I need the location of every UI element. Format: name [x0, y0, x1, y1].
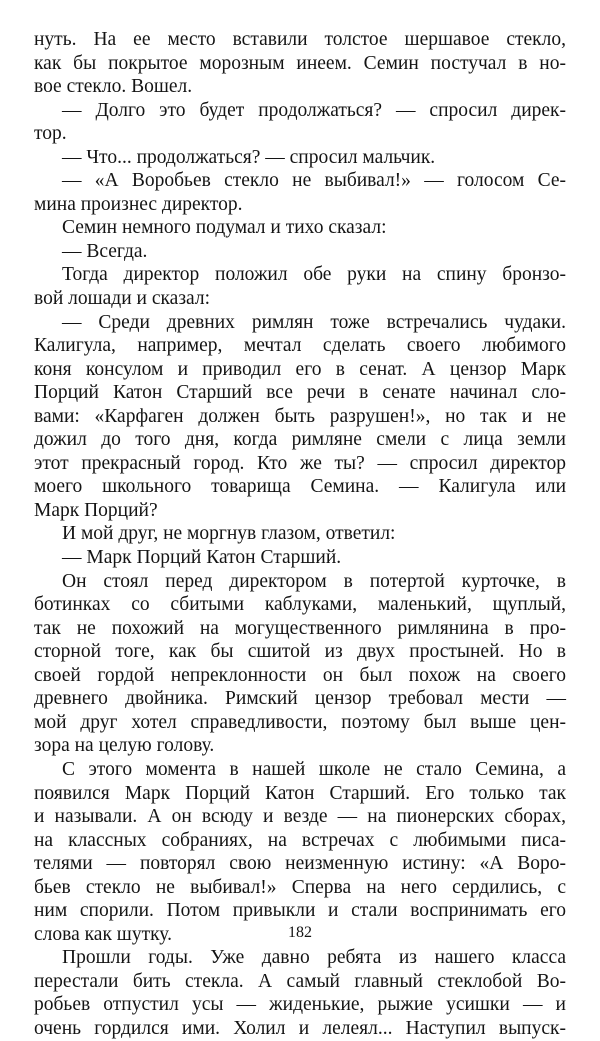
text-line: перестали бить стекла. А самый главный стеклобой Во-	[34, 970, 566, 992]
page-number: 182	[288, 924, 312, 941]
text-line: слова как шутку.	[34, 923, 172, 945]
text-line: — Всегда.	[62, 240, 148, 262]
body-text	[34, 28, 566, 1041]
text-line: телями — повторял свою неизменную истину: «А Воро-	[34, 853, 566, 875]
text-line: очень гордился ими. Холил и лелеял... Наступил выпуск-	[34, 1017, 566, 1039]
text-line: на классных собраниях, на встречах с любимыми писа-	[34, 829, 566, 851]
text-line: сторной тоге, как бы сшитой из двух простыней. Но в	[34, 641, 566, 663]
text-line: нуть. На ее место вставили толстое шершавое стекло,	[34, 29, 566, 50]
text-line: — Среди древних римлян тоже встречались чудаки.	[62, 311, 566, 333]
text-line: вами: «Карфаген должен быть разрушен!», но так и не	[34, 405, 566, 427]
text-line: появился Марк Порций Катон Старший. Его только так	[34, 782, 566, 804]
text-line: своей гордой непреклонности он был похож на своего	[34, 664, 566, 686]
text-line: робьев отпустил усы — жиденькие, рыжие усишки — и	[34, 994, 566, 1016]
text-line: древнего двойника. Римский цензор требовал мести —	[34, 688, 566, 710]
text-line: Порций Катон Старший все речи в сенате начинал сло-	[34, 382, 566, 404]
text-line: как бы покрытое морозным инеем. Семин постучал в но-	[34, 52, 566, 74]
text-line: так не похожий на могущественного римлянина в про-	[34, 617, 566, 639]
text-line: ним спорили. Потом привыкли и стали воспринимать его	[34, 900, 566, 922]
text-line: мой друг хотел справедливости, поэтому был выше цен-	[34, 711, 566, 733]
text-line: вой лошади и сказал:	[34, 288, 210, 310]
text-line: бьев стекло не выбивал!» Сперва на него сердились, с	[34, 876, 566, 898]
text-line: ботинках со сбитыми каблуками, маленький, щуплый,	[34, 594, 566, 616]
text-line: мина произнес директор.	[34, 193, 243, 215]
text-line: Калигула, например, мечтал сделать своего любимого	[34, 335, 566, 357]
text-line: тор.	[34, 123, 67, 145]
text-line: — Долго это будет продолжаться? — спросил дирек-	[62, 99, 566, 121]
text-line: — Марк Порций Катон Старший.	[62, 547, 342, 569]
text-line: И мой друг, не моргнув глазом, ответил:	[62, 523, 396, 545]
text-line: Он стоял перед директором в потертой курточке, в	[62, 570, 566, 592]
text-line: вое стекло. Вошел.	[34, 76, 193, 98]
text-line: и называли. А он всюду и везде — на пионерских сборах,	[34, 806, 566, 828]
text-line: — «А Воробьев стекло не выбивал!» — голосом Се-	[62, 170, 566, 192]
text-line: Прошли годы. Уже давно ребята из нашего класса	[62, 947, 566, 969]
text-line: дожил до того дня, когда римляне смели с лица земли	[34, 429, 566, 451]
text-line: — Что... продолжаться? — спросил мальчик.	[62, 146, 436, 168]
text-line: Марк Порций?	[34, 499, 158, 521]
text-line: коня консулом и приводил его в сенат. А цензор Марк	[34, 358, 566, 380]
text-line: этот прекрасный город. Кто же ты? — спросил директор	[34, 452, 566, 474]
text-line: Семин немного подумал и тихо сказал:	[62, 217, 387, 239]
text-line: Тогда директор положил обе руки на спину бронзо-	[62, 264, 566, 286]
text-line: моего школьного товарища Семина. — Калигула или	[34, 476, 566, 498]
text-line: зора на целую голову.	[34, 735, 215, 757]
text-line: С этого момента в нашей школе не стало Семина, а	[62, 758, 566, 780]
